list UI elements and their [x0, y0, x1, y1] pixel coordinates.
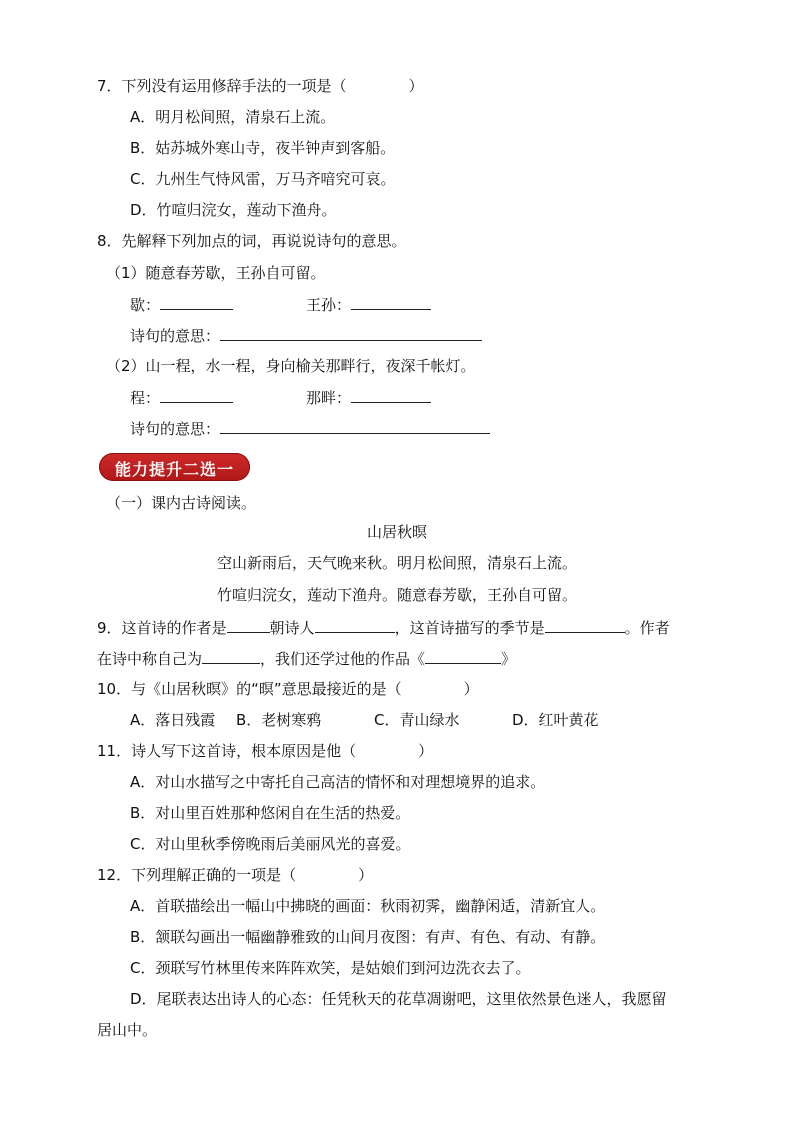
- option-b: B．姑苏城外寒山寺，夜半钟声到客船。: [130, 139, 396, 157]
- answer-paren-close: ）: [408, 77, 424, 95]
- q9-text: ，这首诗描写的季节是: [394, 619, 545, 637]
- option-b: B．老树寒鸦: [236, 711, 322, 729]
- option-c: C．对山里秋季傍晚雨后美丽风光的喜爱。: [130, 835, 411, 853]
- question-12-stem: 12．下列理解正确的一项是（: [97, 866, 297, 884]
- reading-intro: （一）课内古诗阅读。: [106, 494, 257, 512]
- q9-text: 》: [501, 650, 517, 668]
- option-d: D．尾联表达出诗人的心态：任凭秋天的花草凋谢吧，这里依然景色迷人，我愿留: [130, 990, 667, 1008]
- question-8-part-2: （2）山一程，水一程，身向榆关那畔行，夜深千帐灯。: [106, 357, 476, 375]
- word-label: 那畔：: [306, 389, 352, 407]
- poem-line-1: 空山新雨后，天气晚来秋。明月松间照，清泉石上流。: [216, 554, 577, 572]
- option-a: A．落日残霞: [130, 711, 216, 729]
- blank-line-1: [130, 294, 233, 314]
- question-8-stem: 8．先解释下列加点的词，再说说诗句的意思。: [97, 232, 407, 250]
- answer-blank[interactable]: [425, 648, 501, 664]
- word-label: 歇：: [130, 296, 161, 314]
- question-7-stem: 7．下列没有运用修辞手法的一项是（: [97, 77, 347, 95]
- meaning-label: 诗句的意思：: [130, 420, 221, 438]
- option-d: D．竹喧归浣女，莲动下渔舟。: [130, 201, 337, 219]
- option-a: A．首联描绘出一幅山中拂晓的画面：秋雨初霁，幽静闲适，清新宜人。: [130, 897, 606, 915]
- question-12: [97, 865, 373, 885]
- option-c: C．颈联写竹林里传来阵阵欢笑，是姑娘们到河边洗衣去了。: [130, 959, 531, 977]
- q9-text: ，我们还学过他的作品《: [260, 650, 426, 668]
- answer-blank[interactable]: [160, 387, 233, 403]
- option-c: C．九州生气恃风雷，万马齐喑究可哀。: [130, 170, 396, 188]
- answer-blank[interactable]: [315, 617, 395, 633]
- q9-text: 朝诗人: [269, 619, 315, 637]
- answer-paren-close: ）: [418, 742, 434, 760]
- answer-paren-close: ）: [358, 866, 374, 884]
- question-9-line-2: [97, 648, 516, 668]
- option-b: B．对山里百姓那种悠闲自在生活的热爱。: [130, 804, 411, 822]
- poem-line-2: 竹喧归浣女，莲动下渔舟。随意春芳歇，王孙自可留。: [216, 586, 577, 604]
- blank-line-3: [130, 387, 233, 407]
- option-b: B．颔联勾画出一幅幽静雅致的山间月夜图：有声、有色、有动、有静。: [130, 928, 606, 946]
- word-label: 程：: [130, 389, 161, 407]
- question-11: [97, 741, 433, 761]
- q9-text: 9．这首诗的作者是: [97, 619, 227, 637]
- blank-line-2: [306, 294, 431, 314]
- blank-line-4: [306, 387, 431, 407]
- option-a: A．明月松间照，清泉石上流。: [130, 108, 336, 126]
- answer-blank[interactable]: [227, 617, 270, 633]
- meaning-line-2: [130, 418, 490, 438]
- section-banner-label: 能力提升二选一: [114, 460, 234, 479]
- option-d: D．红叶黄花: [512, 711, 599, 729]
- answer-blank[interactable]: [160, 294, 233, 310]
- option-a: A．对山水描写之中寄托自己高洁的情怀和对理想境界的追求。: [130, 773, 546, 791]
- question-8-part-1: （1）随意春芳歇，王孙自可留。: [106, 264, 326, 282]
- answer-blank[interactable]: [351, 294, 431, 310]
- q9-text: 。作者: [624, 619, 670, 637]
- answer-blank[interactable]: [202, 648, 260, 664]
- answer-blank[interactable]: [351, 387, 431, 403]
- answer-blank[interactable]: [220, 325, 482, 341]
- question-7: [97, 76, 424, 96]
- answer-blank[interactable]: [220, 418, 490, 434]
- q9-text: 在诗中称自己为: [97, 650, 203, 668]
- poem-title: 山居秋暝: [366, 523, 427, 541]
- option-c: C．青山绿水: [374, 711, 460, 729]
- meaning-label: 诗句的意思：: [130, 327, 221, 345]
- question-10: [97, 679, 479, 699]
- answer-paren-close: ）: [463, 680, 479, 698]
- meaning-line-1: [130, 325, 482, 345]
- answer-blank[interactable]: [545, 617, 625, 633]
- section-banner: [99, 453, 250, 481]
- question-11-stem: 11．诗人写下这首诗，根本原因是他（: [97, 742, 357, 760]
- word-label: 王孙：: [306, 296, 352, 314]
- question-9-line-1: [97, 617, 670, 637]
- question-10-stem: 10．与《山居秋暝》的“暝”意思最接近的是（: [97, 680, 402, 698]
- option-d-continued: 居山中。: [97, 1021, 158, 1039]
